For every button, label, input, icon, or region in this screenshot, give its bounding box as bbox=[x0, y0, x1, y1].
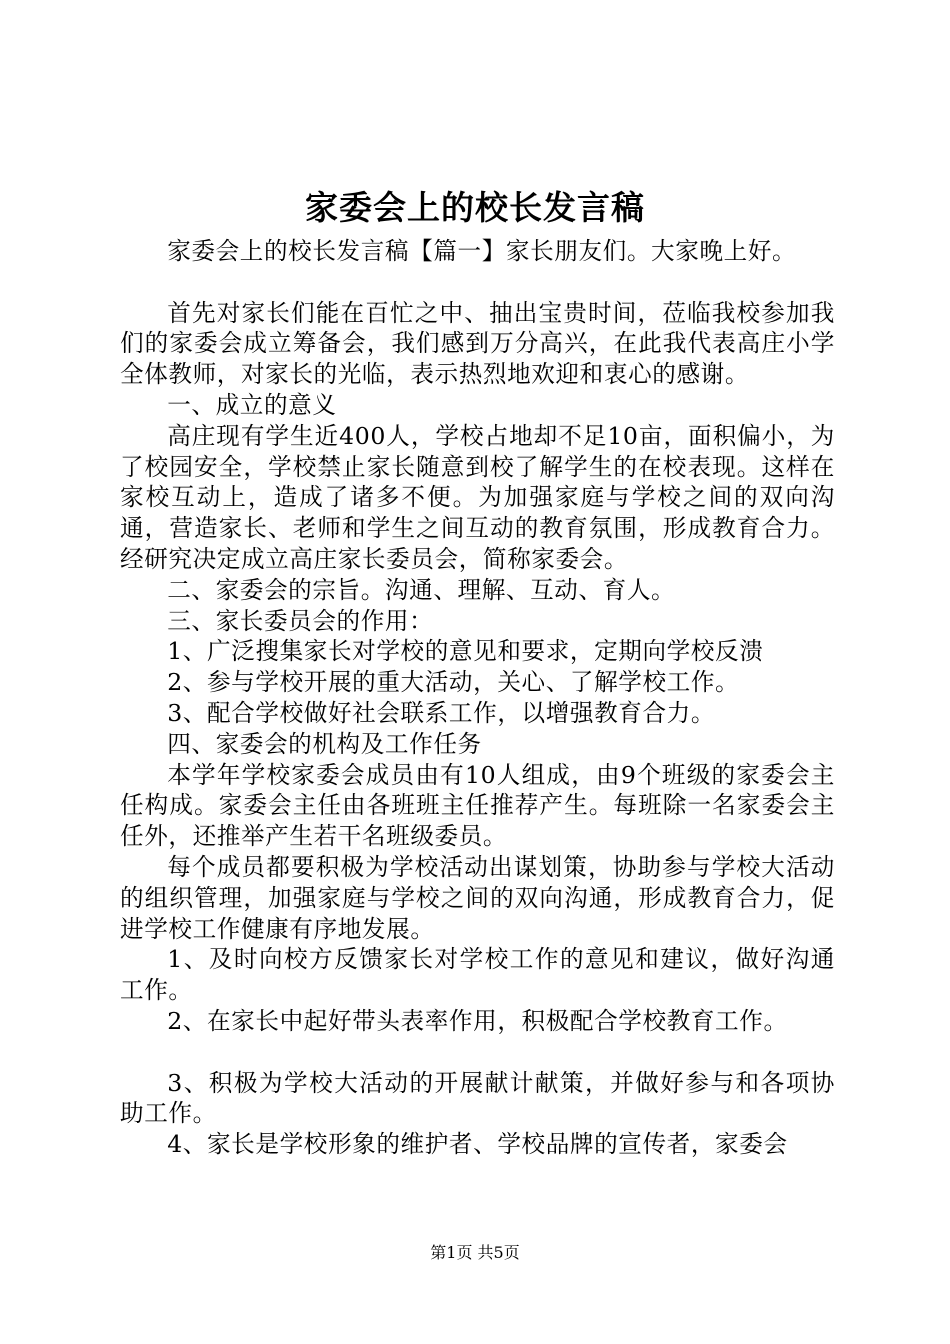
page-number-footer: 第1页 共5页 bbox=[430, 1243, 520, 1262]
list-item-task-2: 2、在家长中起好带头表率作用，积极配合学校教育工作。 bbox=[167, 1006, 788, 1035]
document-body bbox=[120, 236, 835, 1160]
section-heading-role: 三、家长委员会的作用： bbox=[167, 606, 434, 635]
paragraph-duties: 每个成员都要积极为学校活动出谋划策，协助参与学校大活动的组织管理，加强家庭与学校之间的双向沟通，形成教育合力，促进学校工作健康有序地发展。 bbox=[120, 852, 835, 943]
list-item-task-3: 3、积极为学校大活动的开展献计献策，并做好参与和各项协助工作。 bbox=[120, 1068, 835, 1128]
paragraph-significance: 高庄现有学生近400人，学校占地却不足10亩，面积偏小，为了校园安全，学校禁止家长随意到校了解学生的在校表现。这样在家校互动上，造成了诸多不便。为加强家庭与学校之间的双向沟通，营造家长、老师和学生之间互动的教育氛围，形成教育合力。经研究决定成立高庄家长委员会，简称家委会。 bbox=[120, 421, 835, 573]
list-item-task-1: 1、及时向校方反馈家长对学校工作的意见和建议，做好沟通工作。 bbox=[120, 945, 835, 1005]
section-heading-significance: 一、成立的意义 bbox=[167, 390, 337, 419]
list-item-role-1: 1、广泛搜集家长对学校的意见和要求，定期向学校反溃 bbox=[167, 637, 764, 666]
paragraph-members: 本学年学校家委会成员由有10人组成，由9个班级的家委会主任构成。家委会主任由各班班主任推荐产生。每班除一名家委会主任外，还推举产生若干名班级委员。 bbox=[120, 760, 835, 851]
document-title: 家委会上的校长发言稿 bbox=[305, 188, 645, 227]
paragraph-intro: 家委会上的校长发言稿【篇一】家长朋友们。大家晚上好。 bbox=[167, 237, 797, 265]
paragraph-welcome: 首先对家长们能在百忙之中、抽出宝贵时间，莅临我校参加我们的家委会成立筹备会，我们感到万分高兴，在此我代表高庄小学全体教师，对家长的光临，表示热烈地欢迎和衷心的感谢。 bbox=[120, 298, 835, 389]
list-item-role-3: 3、配合学校做好社会联系工作，以增强教育合力。 bbox=[167, 698, 716, 727]
section-heading-organization: 四、家委会的机构及工作任务 bbox=[167, 729, 482, 758]
list-item-task-4: 4、家长是学校形象的维护者、学校品牌的宣传者，家委会 bbox=[167, 1130, 788, 1159]
list-item-role-2: 2、参与学校开展的重大活动，关心、了解学校工作。 bbox=[167, 668, 740, 697]
section-heading-purpose: 二、家委会的宗旨。沟通、理解、互动、育人。 bbox=[167, 575, 676, 604]
